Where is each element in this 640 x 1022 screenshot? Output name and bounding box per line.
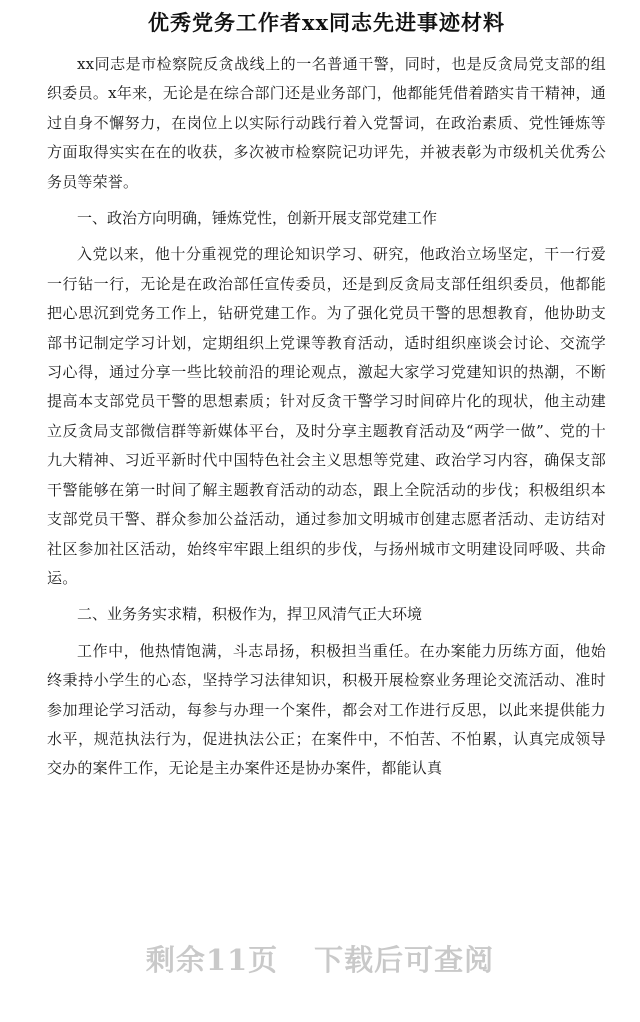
download-banner[interactable] xyxy=(0,932,640,984)
intro-paragraph: xx同志是市检察院反贪战线上的一名普通干警，同时，也是反贪局党支部的组织委员。x年来，无论是在综合部门还是业务部门，他都能凭借着踏实肯干精神，通过自身不懈努力，在岗位上以实际行动践行着入党誓词，在政治素质、党性锤炼等方面取得实实在在的收获，多次被市检察院记功评先，并被表彰为市级机关优秀公务员等荣誉。 xyxy=(47,55,606,191)
preview-cutoff-overlay xyxy=(0,800,640,1022)
section-2-paragraph: 工作中，他热情饱满，斗志昂扬，积极担当重任。在办案能力历练方面，他始终秉持小学生的心态，坚持学习法律知识，积极开展检察业务理论交流活动、准时参加理论学习活动，每参与办理一个案件，都会对工作进行反思，以此来提供能力水平，规范执法行为，促进执法公正；在案件中，不怕苦、不怕累，认真完成领导交办的案件工作，无论是主办案件还是协办案件，都能认真 xyxy=(47,641,606,778)
section-1-paragraph: 入党以来，他十分重视党的理论知识学习、研究，他政治立场坚定，干一行爱一行钻一行，无论是在政治部任宣传委员，还是到反贪局支部任组织委员，他都能把心思沉到党务工作上，钻研党建工作。为了强化党员干警的思想教育，他协助支部书记制定学习计划，定期组织上党课等教育活动，适时组织座谈会讨论、交流学习心得，通过分享一些比较前沿的理论观点，激起大家学习党建知识的热潮，不断提高本支部党员干警的思想素质；针对反贪干警学习时间碎片化的现状，他主动建立反贪局支部微信群等新媒体平台，及时分享主题教育活动及“两学一做”、党的十九大精神、习近平新时代中国特色社会主义思想等党建、政治学习内容，确保支部干警能够在第一时间了解主题教育活动的动态，跟上全院活动的步伐；积极组织本支部党员干警、群众参加公益活动，通过参加文明城市创建志愿者活动、走访结对社区参加社区活动，始终牢牢跟上组织的步伐，与扬州城市文明建设同呼吸、共命运。 xyxy=(47,245,606,587)
remaining-pages-label: 剩余11页 xyxy=(145,942,279,977)
document-title: 优秀党务工作者xx同志先进事迹材料 xyxy=(147,10,506,35)
download-to-view-label[interactable]: 下载后可查阅 xyxy=(314,942,495,977)
document-body xyxy=(47,50,606,784)
section-2-heading: 二、业务务实求精，积极作为，捍卫风清气正大环境 xyxy=(77,605,423,624)
section-1-heading: 一、政治方向明确，锤炼党性，创新开展支部党建工作 xyxy=(77,209,438,228)
